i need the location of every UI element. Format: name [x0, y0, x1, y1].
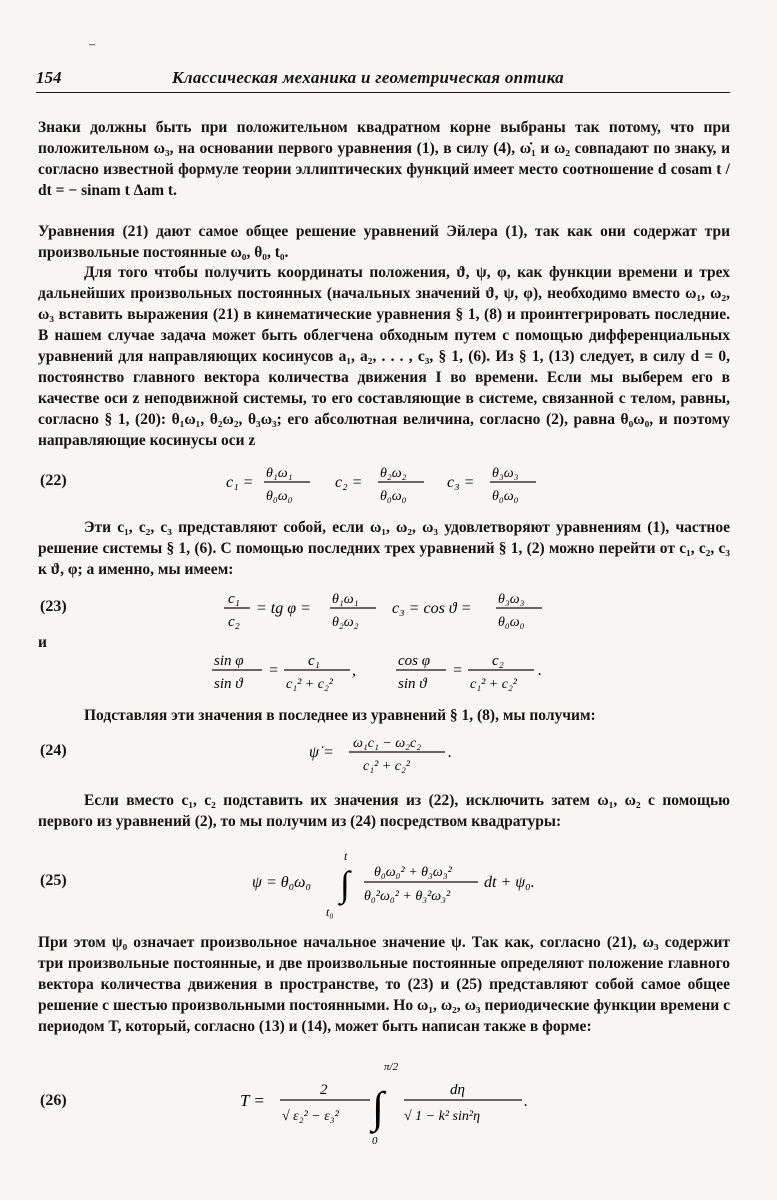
- svg-text:.: .: [538, 662, 542, 679]
- den-3: θ₀ω₀: [492, 489, 519, 504]
- lhs: ψ̇ =: [309, 744, 334, 761]
- inner-num: dη: [450, 1082, 465, 1098]
- tg-part: = tg φ =: [256, 600, 311, 617]
- formula-23: [220, 586, 570, 636]
- tail: dt + ψ₀.: [484, 874, 535, 891]
- equation-number: (25): [40, 872, 67, 889]
- svg-text:=: =: [452, 662, 463, 679]
- sin-theta-2: sin ϑ: [398, 676, 427, 692]
- den-2: c₁² + c₂²: [470, 677, 518, 692]
- page-header: [36, 66, 730, 93]
- c2-label: c₂ =: [335, 474, 363, 491]
- connector-and: и: [38, 634, 47, 651]
- paragraph-2: Уравнения (21) дают самое общее решение уравнений Эйлера (1), так как они содержат три произвольные постоянные ω₀, θ₀, t₀.: [38, 223, 730, 261]
- lhs-den: c₂: [228, 614, 240, 630]
- equation-23: [0, 586, 777, 636]
- scan-speck: ⁻: [88, 38, 97, 57]
- equation-24: [0, 730, 777, 780]
- equation-number: (26): [40, 1092, 67, 1109]
- formula-26: [238, 1058, 538, 1150]
- den-2: θ₀ω₀: [380, 489, 407, 504]
- lower-limit: t₀: [326, 905, 334, 919]
- lhs-num: c₁: [228, 591, 240, 607]
- svg-text:=: =: [268, 662, 279, 679]
- integral-sign-icon: ∫: [340, 864, 350, 904]
- upper-limit: π/2: [384, 1061, 399, 1073]
- den-3: θ₀ω₀: [498, 615, 525, 630]
- page-number: 154: [36, 68, 62, 87]
- upper-limit: t: [344, 849, 348, 863]
- num-3: θ₃ω₃: [498, 592, 525, 607]
- paragraph-3: Для того чтобы получить координаты положения, ϑ, ψ, φ, как функции времени и трех дальнейших произвольных постоянных (начальных значений ϑ, ψ, φ), необходимо вместо ω₁, ω₂, ω₃ вставить выражения (21) в кинематические уравнения § 1, (8) и проинтегрировать последние. В нашем случае задача может быть облегчена обходным путем с помощью дифференциальных уравнений для направляющих косинусов a₁, a₂, . . . , c₃, § 1, (6). Из § 1, (13) следует, в силу d = 0, постоянство главного вектора количества движения I во времени. Если мы выберем его в качестве оси z неподвижной системы, то его составляющие в системе, связанной с телом, равны, согласно § 1, (20): θ₁ω₁, θ₂ω₂, θ₃ω₃; его абсолютная величина, согласно (2), равна θ₀ω₀, и поэтому направляющие косинусы оси z: [38, 264, 730, 449]
- num: θ₀ω₀² + θ₃ω₃²: [374, 865, 452, 880]
- equation-23b: [0, 648, 777, 698]
- paragraph-1: Знаки должны быть при положительном квадратном корне выбраны так потому, что при положительном ω₃, на основании первого уравнения (1), в силу (4), ω̇₁ и ω₂ совпадают по знаку, и согласно известной формуле теории эллиптических функций имеет место соотношение d cosam t / dt = − sinam t Δam t.: [38, 119, 730, 199]
- svg-text:,: ,: [352, 662, 356, 679]
- paragraph-5: Подставляя эти значения в последнее из уравнений § 1, (8), мы получим:: [84, 707, 596, 724]
- num-3: θ₃ω₃: [492, 466, 519, 481]
- equation-22: [0, 460, 777, 510]
- lhs: T =: [240, 1091, 265, 1110]
- num-1: θ₁ω₁: [332, 592, 359, 607]
- equation-number: (24): [40, 742, 67, 759]
- formula-24: [305, 730, 485, 780]
- formula-25: [248, 848, 548, 920]
- sin-theta: sin ϑ: [214, 676, 243, 692]
- paragraph-6: Если вместо c₁, c₂ подставить их значения из (22), исключить затем ω₁, ω₂ с помощью первого из уравнений (2), то мы получим из (24) посредством квадратуры:: [38, 792, 730, 830]
- den-1: c₁² + c₂²: [286, 677, 334, 692]
- sin-phi: sin φ: [214, 653, 244, 669]
- lower-limit: 0: [372, 1135, 378, 1147]
- equation-number: (23): [40, 598, 67, 615]
- c1-label: c₁ =: [226, 474, 254, 491]
- cos-phi: cos φ: [398, 653, 431, 669]
- c3-label: c₃ =: [447, 474, 475, 491]
- formula-22: [220, 460, 550, 510]
- svg-text:.: .: [524, 1093, 528, 1110]
- equation-25: [0, 848, 777, 920]
- inner-den: √ 1 − k² sin²η: [404, 1109, 481, 1124]
- den-1: θ₀ω₀: [266, 489, 293, 504]
- num: ω₁c₁ − ω₂c₂: [353, 736, 422, 751]
- den: c₁² + c₂²: [363, 759, 411, 774]
- paragraph-7: При этом ψ₀ означает произвольное начальное значение ψ. Так как, согласно (21), ω₃ содержит три произвольные постоянные, и две произвольные постоянные определяют положение главного вектора количества движения в пространстве, то (23) и (25) представляют собой самое общее решение с шестью произвольными постоянными. Но ω₁, ω₂, ω₃ периодические функции времени с периодом T, который, согласно (13) и (14), может быть написан также в форме:: [38, 934, 730, 1035]
- integral-sign-icon: ∫: [372, 1083, 385, 1132]
- den-1: θ₂ω₂: [332, 615, 359, 630]
- den: √ ε₂² − ε₃²: [282, 1109, 339, 1124]
- cos-part: c₃ = cos ϑ =: [392, 600, 472, 617]
- equation-number: (22): [40, 472, 67, 489]
- paragraph-4: Эти c₁, c₂, c₃ представляют собой, если ω₁, ω₂, ω₃ удовлетворяют уравнениям (1), частное решение системы § 1, (6). С помощью последних трех уравнений § 1, (2) можно перейти от c₁, c₂, c₃ к ϑ, φ; а именно, мы имеем:: [38, 519, 730, 578]
- c2: c₂: [492, 653, 504, 669]
- den: θ₀²ω₀² + θ₃²ω₃²: [364, 889, 451, 904]
- num-1: θ₁ω₁: [266, 466, 293, 481]
- svg-text:.: .: [448, 744, 452, 761]
- equation-26: [0, 1058, 777, 1150]
- c1: c₁: [308, 653, 320, 669]
- running-title: Классическая механика и геометрическая оптика: [172, 68, 564, 87]
- lhs: ψ = θ₀ω₀: [252, 874, 312, 891]
- num: 2: [320, 1082, 328, 1098]
- num-2: θ₂ω₂: [380, 466, 407, 481]
- formula-23b: [210, 648, 570, 698]
